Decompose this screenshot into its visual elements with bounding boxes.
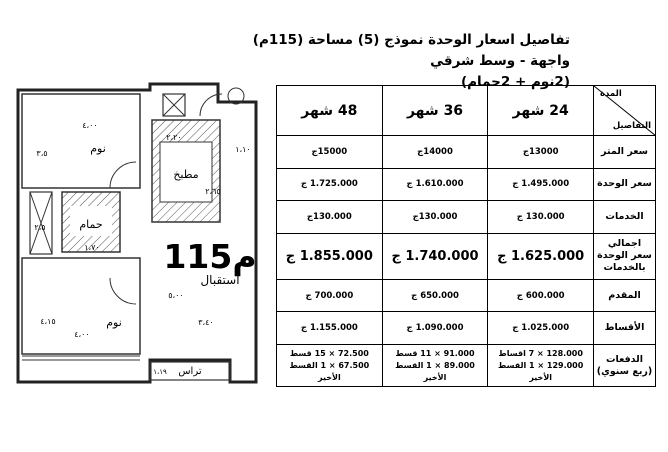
dim-label: ٥،٠٠ <box>168 291 184 300</box>
cell-value: 1.025.000 ج <box>488 312 594 345</box>
door-arc-bedroom-bottom <box>110 278 136 304</box>
column-header-36: 36 شهر <box>382 86 488 136</box>
dim-label: ٤،١٥ <box>40 317 56 326</box>
bedroom-bottom-walls <box>22 258 140 354</box>
door-arc-bedroom-top <box>110 162 136 188</box>
corner-cell <box>594 86 656 136</box>
table-header-row <box>277 86 656 136</box>
bedroom-top-label: نوم <box>90 142 106 155</box>
dim-label: ١،٧٠ <box>84 243 100 252</box>
row-label: الدفعات (ربع سنوي) <box>594 345 656 387</box>
table-row <box>277 201 656 234</box>
payment-line: 128.000 × 7 اقساط <box>498 348 583 358</box>
reception-label: استقبال <box>200 273 240 287</box>
cell-value: 1.495.000 ج <box>488 168 594 201</box>
payment-line: 91.000 × 11 قسط <box>395 348 475 358</box>
payment-cell <box>277 345 383 387</box>
payment-line: 72.500 × 15 قسط <box>289 348 369 358</box>
row-label: الخدمات <box>594 201 656 234</box>
row-label: المقدم <box>594 279 656 312</box>
area-label: 115م <box>163 237 257 276</box>
cell-value: 14000ج <box>382 136 488 169</box>
dim-label: ٢،٢٠ <box>166 133 182 142</box>
dim-label: ٣،٤٠ <box>198 318 214 327</box>
corner-diagonal <box>594 86 656 136</box>
page-title <box>240 30 570 93</box>
table-row <box>277 168 656 201</box>
dim-label: ١،١٩ <box>153 368 167 376</box>
dim-label: ١،١٠ <box>235 145 251 154</box>
bathroom-label: حمام <box>79 218 103 231</box>
corner-top-label: المدة <box>600 89 622 99</box>
cell-value: 1.610.000 ج <box>382 168 488 201</box>
cell-value: 1.625.000 ج <box>488 233 594 279</box>
bedroom-top-walls <box>22 94 140 188</box>
row-label: سعر الوحدة <box>594 168 656 201</box>
dim-label: ٤،٠٠ <box>74 330 90 339</box>
terrace-label: تراس <box>178 366 202 377</box>
floor-plan <box>0 82 268 438</box>
table-row <box>277 312 656 345</box>
column-header-48: 48 شهر <box>277 86 383 136</box>
row-label: الأقساط <box>594 312 656 345</box>
cell-value: 1.740.000 ج <box>382 233 488 279</box>
cell-value: 650.000 ج <box>382 279 488 312</box>
cell-value: 1.155.000 ج <box>277 312 383 345</box>
cell-value: 130.000 ج <box>488 201 594 234</box>
title-line-2: (2نوم + 2حمام) <box>460 74 570 90</box>
corner-bottom-label: التفاصيل <box>612 121 651 131</box>
payment-cell <box>488 345 594 387</box>
cell-value: 13000ج <box>488 136 594 169</box>
dim-label: ٤،٠٠ <box>82 121 98 130</box>
column-header-24: 24 شهر <box>488 86 594 136</box>
kitchen-label: مطبخ <box>173 168 199 181</box>
row-label: اجمالي سعر الوحدة بالخدمات <box>594 233 656 279</box>
payment-line: 129.000 × 1 القسط الأخير <box>498 360 584 382</box>
cell-value: 1.725.000 ج <box>277 168 383 201</box>
dim-label: ٣،٥ <box>36 149 48 158</box>
table-row-payments <box>277 345 656 387</box>
bedroom-bottom-label: نوم <box>106 316 122 329</box>
cell-value: 1.090.000 ج <box>382 312 488 345</box>
dim-label: ٢،٥ <box>34 223 46 232</box>
payment-line: 89.000 × 1 القسط الأخير <box>395 360 475 382</box>
cell-value: 130.000ج <box>382 201 488 234</box>
price-table <box>276 85 656 387</box>
dim-label: ٢،٦٥ <box>205 187 221 196</box>
table-row <box>277 279 656 312</box>
payment-line: 67.500 × 1 القسط الأخير <box>289 360 370 382</box>
cell-value: 130.000ج <box>277 201 383 234</box>
cell-value: 1.855.000 ج <box>277 233 383 279</box>
table-row <box>277 136 656 169</box>
payment-cell <box>382 345 488 387</box>
cell-value: 600.000 ج <box>488 279 594 312</box>
table-row <box>277 233 656 279</box>
cell-value: 15000ج <box>277 136 383 169</box>
title-line-1: تفاصيل اسعار الوحدة نموذج (5) مساحة (115م) واجهة - وسط شرقي <box>252 32 570 69</box>
row-label: سعر المتر <box>594 136 656 169</box>
cell-value: 700.000 ج <box>277 279 383 312</box>
